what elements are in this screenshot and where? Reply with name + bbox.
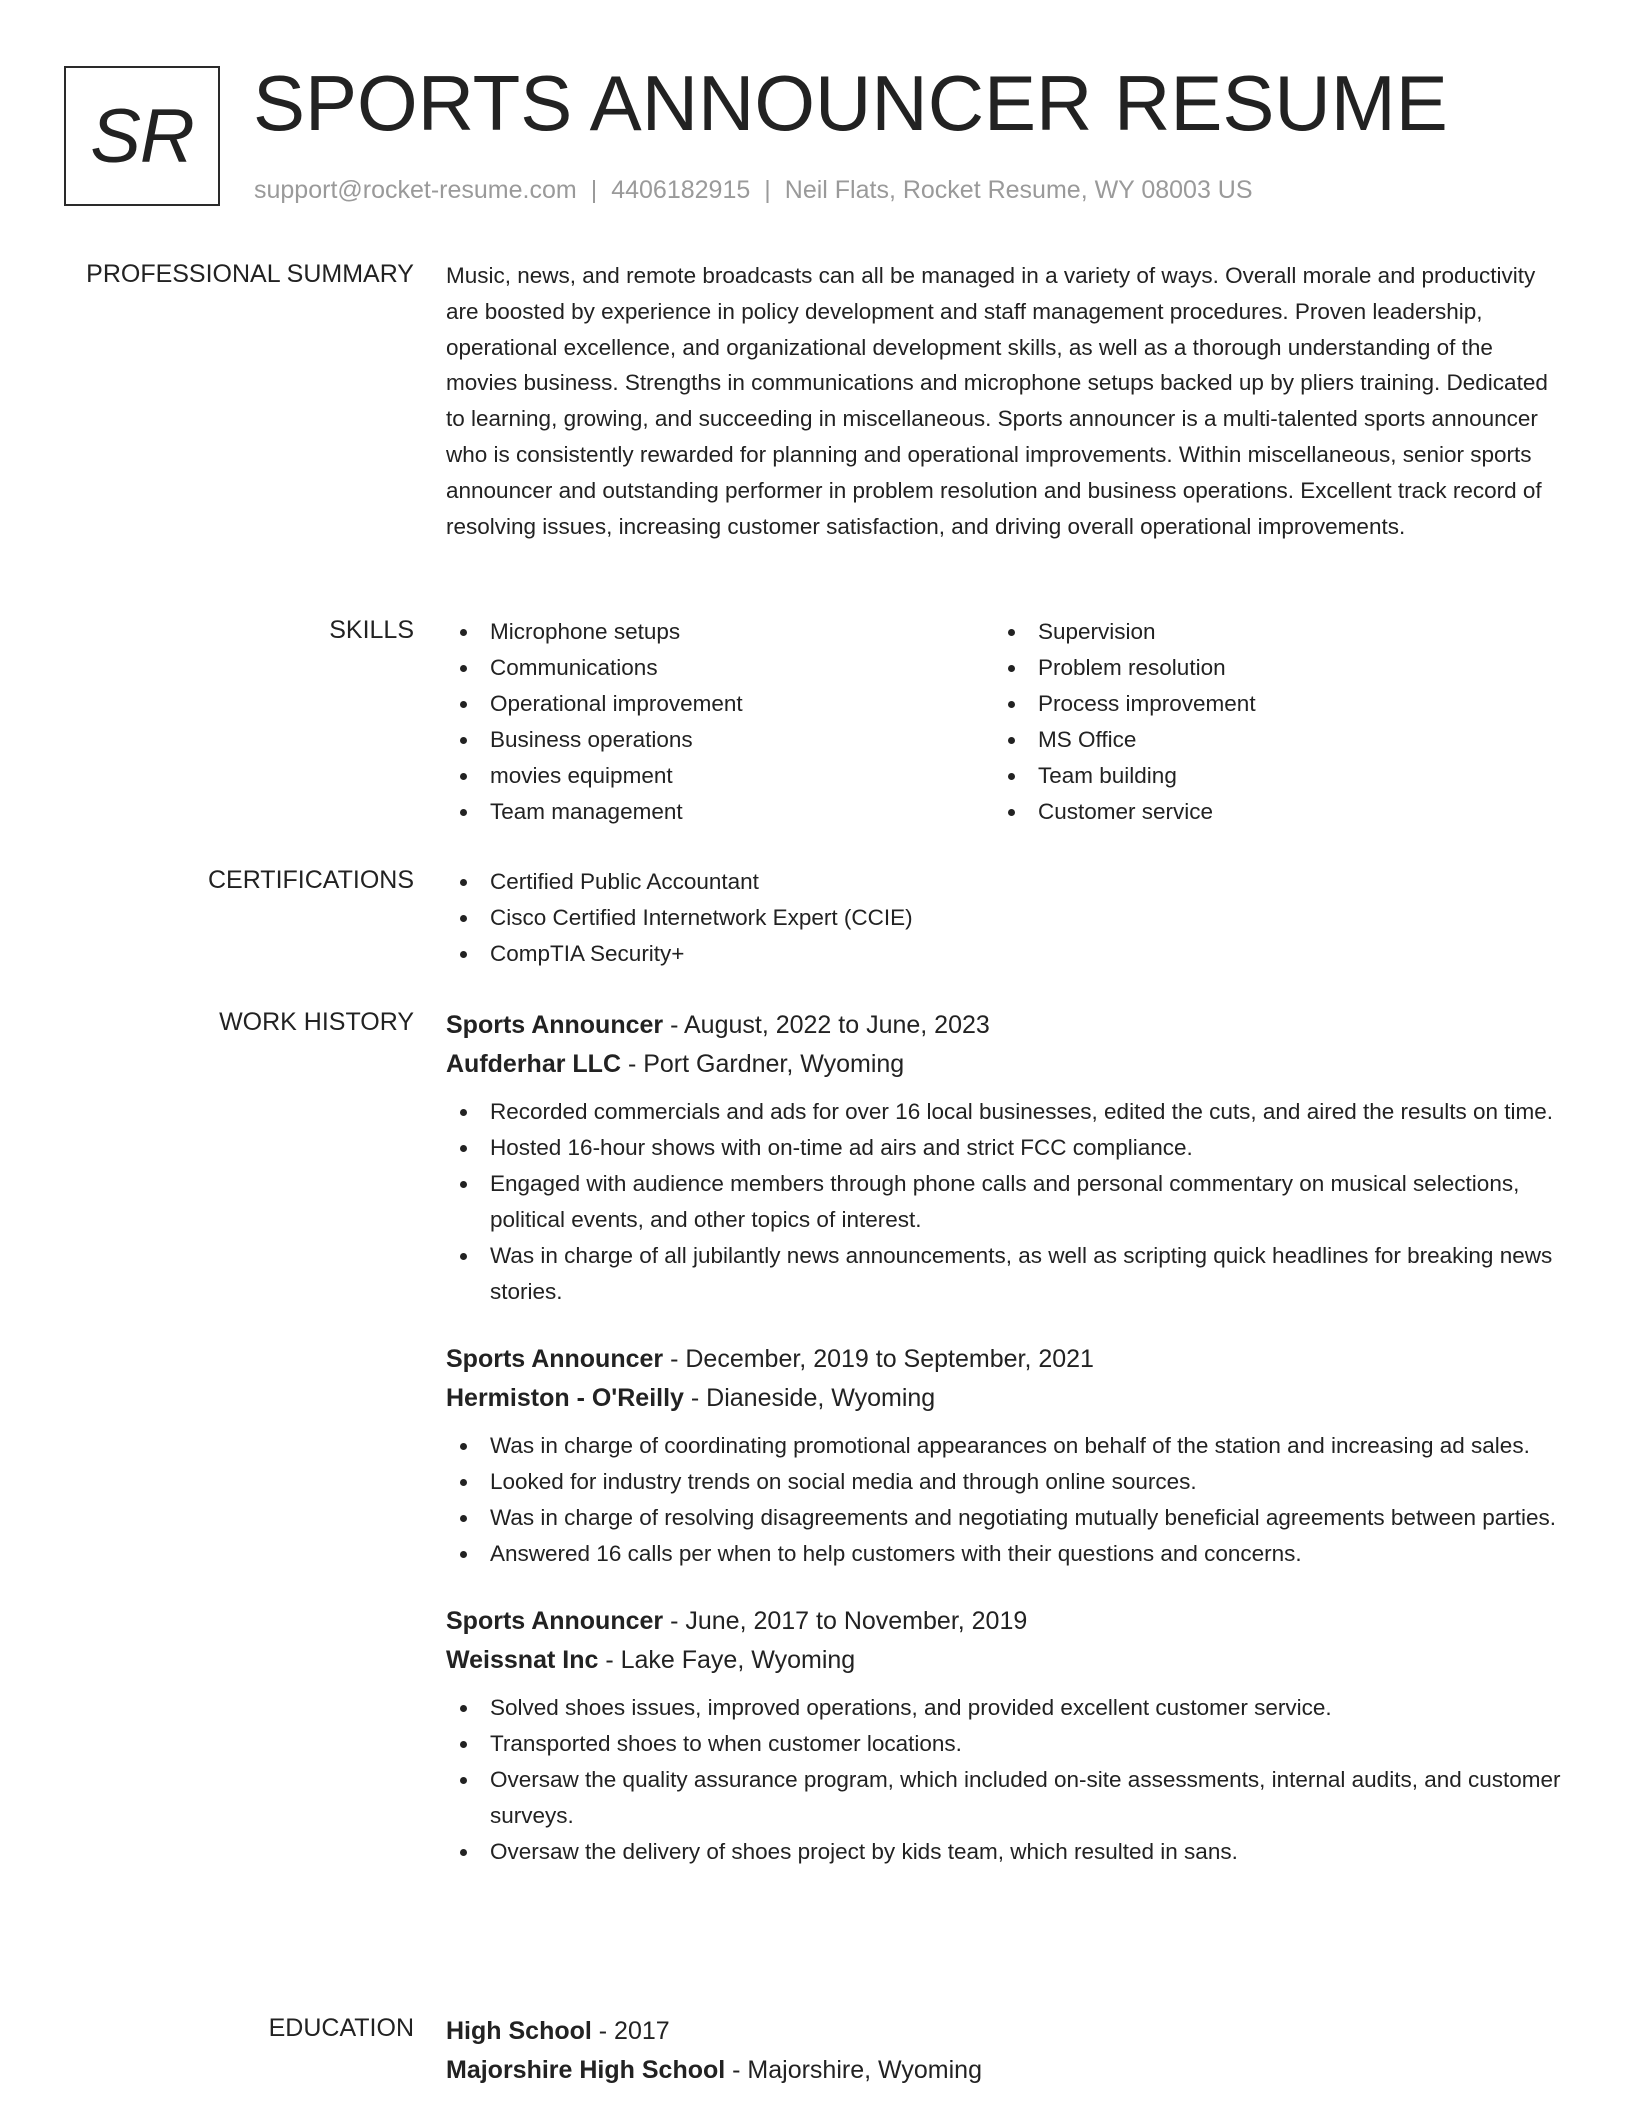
job-company: Aufderhar LLC (446, 1050, 621, 1078)
certifications-body (446, 864, 1562, 972)
skill-item: Process improvement (994, 686, 1542, 722)
job-title: Sports Announcer (446, 1607, 664, 1635)
education-degree-line: High School - 2017 (446, 2017, 670, 2045)
job-location: Port Gardner, Wyoming (643, 1050, 905, 1078)
skills-body (446, 614, 1562, 830)
job-bullet: Was in charge of resolving disagreements and negotiating mutually beneficial agreements between parties. (446, 1500, 1562, 1536)
skill-item: movies equipment (446, 758, 994, 794)
section-label-education: EDUCATION (268, 2014, 414, 2042)
skills-grid (446, 614, 1562, 830)
skill-item: Microphone setups (446, 614, 994, 650)
job-entry (446, 1006, 1562, 1310)
summary-body (446, 258, 1562, 544)
job-title-line: Sports Announcer - June, 2017 to November, 2019 (446, 1607, 1028, 1635)
job-location: Lake Faye, Wyoming (620, 1646, 856, 1674)
contact-email: support@rocket-resume.com (254, 176, 577, 204)
job-bullet: Was in charge of coordinating promotional appearances on behalf of the station and increasing ad sales. (446, 1428, 1562, 1464)
job-location: Dianeside, Wyoming (706, 1384, 936, 1412)
job-title-line: Sports Announcer - August, 2022 to June, 2023 (446, 1011, 990, 1039)
job-bullet: Transported shoes to when customer locations. (446, 1726, 1562, 1762)
skill-item: Customer service (994, 794, 1542, 830)
contact-phone: 4406182915 (611, 176, 751, 204)
job-company: Weissnat Inc (446, 1646, 599, 1674)
job-company-line: Aufderhar LLC - Port Gardner, Wyoming (446, 1050, 905, 1078)
job-title-line: Sports Announcer - December, 2019 to September, 2021 (446, 1345, 1094, 1373)
section-label-summary: PROFESSIONAL SUMMARY (86, 260, 414, 288)
contact-line (254, 175, 1253, 205)
skill-item: MS Office (994, 722, 1542, 758)
job-bullet: Hosted 16-hour shows with on-time ad airs and strict FCC compliance. (446, 1130, 1562, 1166)
education-degree: High School (446, 2017, 592, 2045)
certification-item: Cisco Certified Internetwork Expert (CCIE) (446, 900, 1562, 936)
work-history-body (446, 1006, 1562, 1900)
job-bullet: Was in charge of all jubilantly news announcements, as well as scripting quick headlines for breaking news stories. (446, 1238, 1562, 1310)
monogram-logo (64, 66, 220, 206)
job-title: Sports Announcer (446, 1011, 664, 1039)
skill-item: Problem resolution (994, 650, 1542, 686)
summary-text: Music, news, and remote broadcasts can all be managed in a variety of ways. Overall morale and productivity are boosted by experience in policy development and staff management procedures. Proven leadership, operational excellence, and organizational development skills, as well as a thorough understanding of the movies business. Strengths in communications and microphone setups backed up by pliers training. Dedicated to learning, growing, and succeeding in miscellaneous. Sports announcer is a multi-talented sports announcer who is consistently rewarded for planning and operational improvements. Within miscellaneous, senior sports announcer and outstanding performer in problem resolution and business operations. Excellent track record of resolving issues, increasing customer satisfaction, and driving overall operational improvements. (446, 263, 1548, 539)
skill-item: Operational improvement (446, 686, 994, 722)
job-bullets (446, 1428, 1562, 1572)
skill-item: Team management (446, 794, 994, 830)
skill-item: Supervision (994, 614, 1542, 650)
job-dates: June, 2017 to November, 2019 (685, 1607, 1028, 1635)
job-dates: December, 2019 to September, 2021 (685, 1345, 1094, 1373)
education-year: 2017 (614, 2017, 670, 2045)
job-entry (446, 1340, 1562, 1572)
job-dates: August, 2022 to June, 2023 (683, 1011, 990, 1039)
job-bullets (446, 1690, 1562, 1870)
job-bullet: Oversaw the quality assurance program, which included on-site assessments, internal audits, and customer surveys. (446, 1762, 1562, 1834)
job-bullet: Recorded commercials and ads for over 16 local businesses, edited the cuts, and aired the results on time. (446, 1094, 1562, 1130)
skills-list-left (446, 614, 994, 830)
job-company-line: Hermiston - O'Reilly - Dianeside, Wyoming (446, 1384, 936, 1412)
job-bullet: Answered 16 calls per when to help customers with their questions and concerns. (446, 1536, 1562, 1572)
contact-separator: | (590, 176, 598, 204)
contact-separator: | (764, 176, 771, 204)
education-school-line: Majorshire High School - Majorshire, Wyoming (446, 2056, 982, 2084)
job-title: Sports Announcer (446, 1345, 664, 1373)
skill-item: Communications (446, 650, 994, 686)
job-company-line: Weissnat Inc - Lake Faye, Wyoming (446, 1646, 856, 1674)
education-location: Majorshire, Wyoming (747, 2056, 982, 2084)
job-bullet: Solved shoes issues, improved operations, and provided excellent customer service. (446, 1690, 1562, 1726)
job-bullet: Engaged with audience members through phone calls and personal commentary on musical selections, political events, and other topics of interest. (446, 1166, 1562, 1238)
job-bullet: Oversaw the delivery of shoes project by kids team, which resulted in sans. (446, 1834, 1562, 1870)
section-label-certifications: CERTIFICATIONS (207, 866, 414, 894)
certification-item: Certified Public Accountant (446, 864, 1562, 900)
job-bullet: Looked for industry trends on social media and through online sources. (446, 1464, 1562, 1500)
skill-item: Business operations (446, 722, 994, 758)
contact-address: Neil Flats, Rocket Resume, WY 08003 US (784, 176, 1253, 204)
certifications-list (446, 864, 1562, 972)
certification-item: CompTIA Security+ (446, 936, 1562, 972)
skills-list-right (994, 614, 1542, 830)
section-label-skills: SKILLS (329, 616, 414, 644)
education-school: Majorshire High School (446, 2056, 726, 2084)
resume-title: SPORTS ANNOUNCER RESUME (253, 59, 1448, 147)
job-bullets (446, 1094, 1562, 1310)
education-body (446, 2012, 1562, 2090)
section-label-work-history: WORK HISTORY (219, 1008, 414, 1036)
monogram-text: SR (90, 93, 194, 179)
skill-item: Team building (994, 758, 1542, 794)
job-entry (446, 1602, 1562, 1870)
job-company: Hermiston - O'Reilly (446, 1384, 684, 1412)
